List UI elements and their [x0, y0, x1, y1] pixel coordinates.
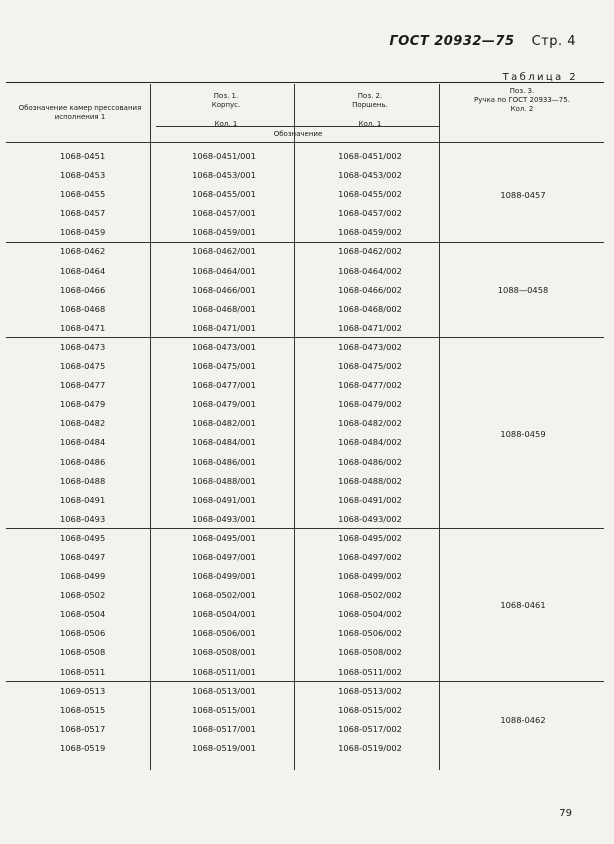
document-code: ГОСТ 20932—75 — [389, 34, 515, 49]
row-body-code: 1068-0513/001 — [192, 685, 256, 696]
group-divider — [439, 337, 604, 338]
row-body-code: 1068-0502/001 — [192, 590, 256, 601]
row-body-code: 1068-0506/001 — [192, 628, 256, 639]
group-handle-code: 1088-0457 — [500, 189, 546, 200]
row-designation: 1068-0517 — [60, 723, 106, 734]
table-row — [0, 148, 614, 167]
row-body-code: 1068-0488/001 — [192, 475, 256, 486]
row-designation: 1068-0462 — [60, 246, 106, 257]
row-piston-code: 1068-0473/002 — [338, 341, 402, 352]
group-handle-code: 1088—0458 — [497, 285, 549, 296]
row-designation: 1068-0511 — [60, 666, 106, 677]
row-piston-code: 1068-0508/002 — [338, 647, 402, 658]
row-designation: 1068-0464 — [60, 265, 106, 276]
row-piston-code: 1068-0479/002 — [338, 399, 402, 410]
row-body-code: 1068-0495/001 — [192, 532, 256, 543]
row-designation: 1068-0477 — [60, 380, 106, 391]
table-row — [0, 740, 614, 759]
table-row — [0, 549, 614, 568]
row-designation: 1068-0453 — [60, 170, 106, 181]
row-body-code: 1068-0482/001 — [192, 418, 256, 429]
row-body-code: 1068-0455/001 — [192, 189, 256, 200]
page-number: 79 — [559, 808, 572, 819]
table-row — [0, 396, 614, 415]
row-piston-code: 1068-0511/002 — [338, 666, 402, 677]
table-row — [0, 568, 614, 587]
body-name: Корпус. — [211, 101, 241, 109]
table-row — [0, 530, 614, 549]
row-piston-code: 1068-0466/002 — [338, 284, 402, 295]
row-piston-code: 1068-0451/002 — [338, 151, 402, 161]
table-row — [0, 644, 614, 663]
row-piston-code: 1068-0488/002 — [338, 475, 402, 486]
header-col-body — [156, 92, 296, 129]
table-row — [0, 167, 614, 186]
row-piston-code: 1068-0506/002 — [338, 628, 402, 639]
row-designation: 1068-0468 — [60, 303, 106, 314]
row-body-code: 1068-0504/001 — [192, 609, 256, 620]
row-designation: 1068-0482 — [60, 418, 106, 429]
row-piston-code: 1068-0462/002 — [338, 246, 402, 257]
group-divider — [439, 681, 604, 682]
table-row — [0, 205, 614, 224]
table-row — [0, 664, 614, 683]
handle-pos: Поз. 3. — [509, 87, 535, 95]
row-designation: 1068-0519 — [60, 742, 106, 753]
row-body-code: 1068-0484/001 — [192, 437, 256, 448]
piston-pos: Поз. 2. — [357, 92, 383, 100]
row-piston-code: 1068-0468/002 — [338, 303, 402, 314]
table-row — [0, 492, 614, 511]
row-body-code: 1068-0453/001 — [192, 170, 256, 181]
handle-name: Ручка по ГОСТ 20933—75. — [474, 96, 570, 104]
row-piston-code: 1068-0486/002 — [338, 456, 402, 467]
row-piston-code: 1068-0477/002 — [338, 380, 402, 391]
row-designation: 1069-0513 — [60, 685, 106, 696]
header-col-piston — [300, 92, 440, 129]
row-body-code: 1068-0468/001 — [192, 303, 256, 314]
row-body-code: 1068-0511/001 — [192, 666, 256, 677]
row-body-code: 1068-0451/001 — [192, 151, 256, 161]
row-designation: 1068-0459 — [60, 227, 106, 238]
group-handle-code: 1088-0462 — [500, 715, 546, 725]
row-designation: 1068-0457 — [60, 208, 106, 219]
table-row — [0, 339, 614, 358]
row-designation: 1068-0479 — [60, 399, 106, 410]
row-designation: 1068-0484 — [60, 437, 106, 448]
row-piston-code: 1068-0457/002 — [338, 208, 402, 219]
row-body-code: 1068-0497/001 — [192, 551, 256, 562]
row-designation: 1068-0493 — [60, 513, 106, 524]
row-body-code: 1068-0519/001 — [192, 742, 256, 753]
row-piston-code: 1068-0453/002 — [338, 170, 402, 181]
row-piston-code: 1068-0464/002 — [338, 265, 402, 276]
piston-name: Поршень. — [352, 101, 388, 109]
group-handle-code: 1068-0461 — [500, 600, 546, 611]
row-designation: 1068-0499 — [60, 571, 106, 582]
header-bottom-rule — [6, 142, 604, 143]
row-piston-code: 1068-0499/002 — [338, 571, 402, 582]
table-row — [0, 625, 614, 644]
row-body-code: 1068-0473/001 — [192, 341, 256, 352]
table-row — [0, 358, 614, 377]
row-body-code: 1068-0457/001 — [192, 208, 256, 219]
row-designation: 1068-0466 — [60, 284, 106, 295]
row-body-code: 1068-0486/001 — [192, 456, 256, 467]
row-designation: 1068-0473 — [60, 341, 106, 352]
row-body-code: 1068-0517/001 — [192, 723, 256, 734]
row-designation: 1068-0506 — [60, 628, 106, 639]
group-row-divider — [6, 528, 439, 529]
row-designation: 1068-0486 — [60, 456, 106, 467]
table-top-rule — [6, 82, 604, 83]
row-piston-code: 1068-0484/002 — [338, 437, 402, 448]
group-divider — [439, 242, 604, 243]
row-piston-code: 1068-0502/002 — [338, 590, 402, 601]
row-piston-code: 1068-0493/002 — [338, 513, 402, 524]
row-piston-code: 1068-0504/002 — [338, 609, 402, 620]
piston-qty: Кол. 1 — [358, 120, 382, 128]
table-caption: Таблица 2 — [502, 72, 578, 83]
table-row — [0, 454, 614, 473]
group-row-divider — [6, 337, 439, 338]
row-designation: 1068-0451 — [60, 151, 106, 161]
group-row-divider — [6, 242, 439, 243]
table-row — [0, 683, 614, 702]
row-piston-code: 1068-0491/002 — [338, 494, 402, 505]
row-body-code: 1068-0491/001 — [192, 494, 256, 505]
table-row — [0, 511, 614, 530]
row-body-code: 1068-0477/001 — [192, 380, 256, 391]
row-body-code: 1068-0464/001 — [192, 265, 256, 276]
header-col-handle — [442, 87, 602, 114]
row-piston-code: 1068-0519/002 — [338, 742, 402, 753]
row-piston-code: 1068-0497/002 — [338, 551, 402, 562]
table-header — [6, 84, 604, 144]
row-piston-code: 1068-0513/002 — [338, 685, 402, 696]
row-designation: 1068-0455 — [60, 189, 106, 200]
row-piston-code: 1068-0517/002 — [338, 723, 402, 734]
row-designation: 1068-0497 — [60, 551, 106, 562]
row-designation: 1068-0471 — [60, 322, 106, 333]
row-piston-code: 1068-0482/002 — [338, 418, 402, 429]
body-qty: Кол. 1 — [214, 120, 238, 128]
row-designation: 1068-0508 — [60, 647, 106, 658]
row-body-code: 1068-0493/001 — [192, 513, 256, 524]
row-designation: 1068-0491 — [60, 494, 106, 505]
table-row — [0, 377, 614, 396]
table-body — [0, 148, 614, 759]
group-handle-code: 1088-0459 — [500, 428, 546, 439]
row-piston-code: 1068-0495/002 — [338, 532, 402, 543]
header-col-designation: Обозначение камер прессования исполнения 1 — [18, 104, 142, 121]
table-row — [0, 301, 614, 320]
body-pos: Поз. 1. — [213, 92, 239, 100]
table-row — [0, 473, 614, 492]
row-piston-code: 1068-0459/002 — [338, 227, 402, 238]
page-label: Стр. 4 — [531, 34, 576, 49]
row-designation: 1068-0502 — [60, 590, 106, 601]
row-body-code: 1068-0475/001 — [192, 361, 256, 372]
row-designation: 1068-0495 — [60, 532, 106, 543]
row-designation: 1068-0488 — [60, 475, 106, 486]
group-row-divider — [6, 681, 439, 682]
table-row — [0, 243, 614, 262]
row-body-code: 1068-0508/001 — [192, 647, 256, 658]
group-divider — [439, 528, 604, 529]
row-body-code: 1068-0459/001 — [192, 227, 256, 238]
row-body-code: 1068-0499/001 — [192, 571, 256, 582]
row-piston-code: 1068-0475/002 — [338, 361, 402, 372]
row-body-code: 1068-0462/001 — [192, 246, 256, 257]
row-designation: 1068-0504 — [60, 609, 106, 620]
row-piston-code: 1068-0515/002 — [338, 704, 402, 715]
row-designation: 1068-0515 — [60, 704, 106, 715]
page-header — [389, 34, 576, 49]
header-designation: Обозначение — [273, 130, 323, 138]
row-body-code: 1068-0515/001 — [192, 704, 256, 715]
row-designation: 1068-0475 — [60, 361, 106, 372]
row-body-code: 1068-0471/001 — [192, 322, 256, 333]
row-piston-code: 1068-0455/002 — [338, 189, 402, 200]
row-body-code: 1068-0466/001 — [192, 284, 256, 295]
header-subdivider — [156, 126, 440, 127]
row-body-code: 1068-0479/001 — [192, 399, 256, 410]
handle-qty: Кол. 2 — [510, 105, 534, 113]
table-row — [0, 263, 614, 282]
row-piston-code: 1068-0471/002 — [338, 322, 402, 333]
